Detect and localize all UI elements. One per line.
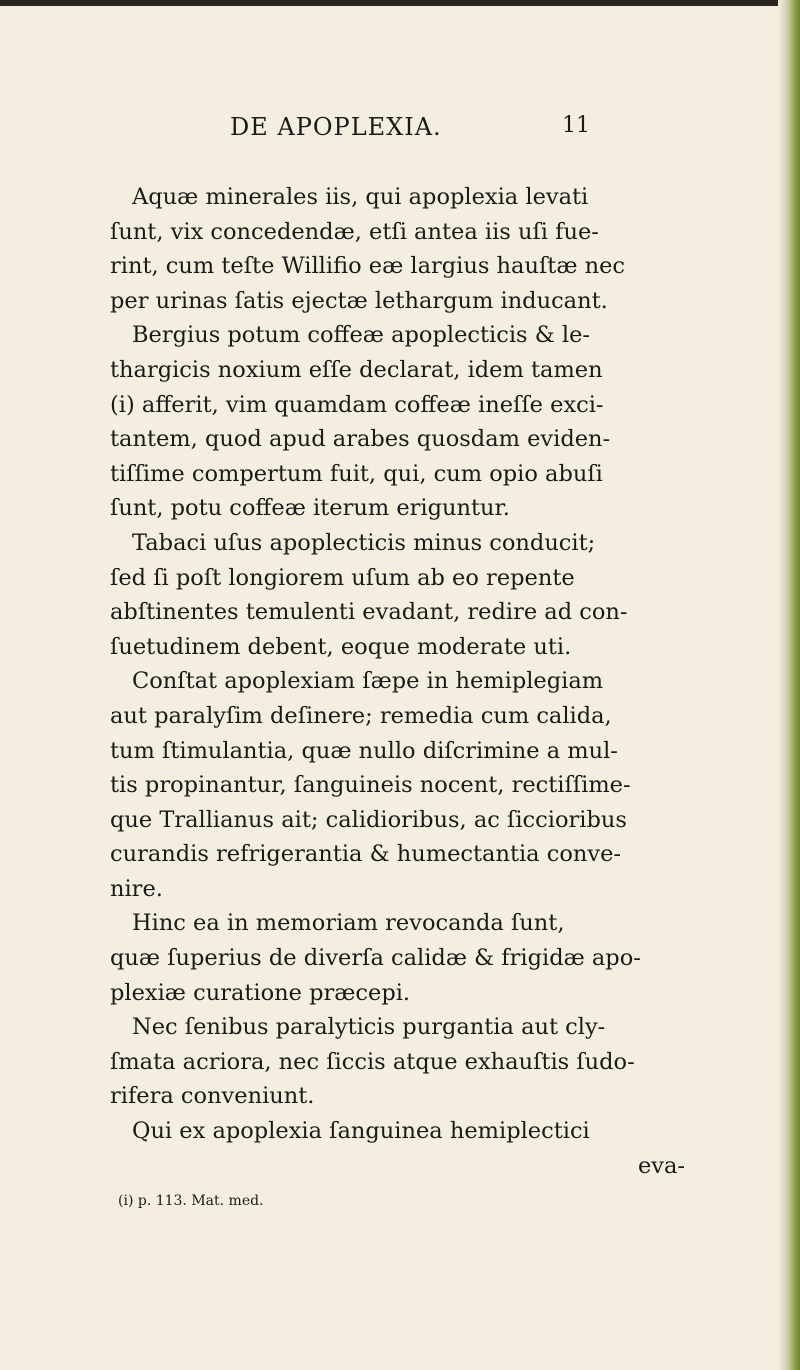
text-line: (i) afferit, vim quamdam coffeæ ineſſe exci- [110, 391, 604, 418]
text-line: Hinc ea in memoriam revocanda ſunt, [132, 910, 565, 937]
text-line: ſunt, vix concedendæ, etſi antea iis uſi fue- [110, 218, 599, 245]
page-right-edge [778, 0, 800, 1370]
text-line: rint, cum teſte Willifio eæ largius hauſtæ nec [110, 253, 626, 280]
text-line: Qui ex apoplexia ſanguinea hemiplectici [132, 1118, 590, 1145]
text-line: Nec ſenibus paralyticis purgantia aut cly- [132, 1014, 606, 1041]
text-line: thargicis noxium eſſe declarat, idem tamen [110, 356, 603, 383]
text-line: tum ſtimulantia, quæ nullo diſcrimine a mul- [110, 737, 618, 764]
text-line: quæ ſuperius de diverſa calidæ & frigidæ apo- [110, 945, 641, 972]
body-text [110, 180, 755, 1183]
text-line: tantem, quod apud arabes quosdam eviden- [110, 426, 611, 453]
text-line: ſuetudinem debent, eoque moderate uti. [110, 633, 572, 660]
text-line: curandis refrigerantia & humectantia conve- [110, 841, 622, 868]
text-line: per urinas ſatis ejectæ lethargum inducant. [110, 287, 608, 314]
text-line: Bergius potum coffeæ apoplecticis & le- [132, 322, 591, 349]
running-title: DE APOPLEXIA. [230, 113, 442, 141]
text-line: tiſſime compertum fuit, qui, cum opio abuſi [110, 460, 603, 487]
text-line: aut paralyſim deſinere; remedia cum calida, [110, 702, 612, 729]
text-line: ſunt, potu coffeæ iterum eriguntur. [110, 495, 510, 522]
text-line: tis propinantur, ſanguineis nocent, rectiſſime- [110, 772, 631, 799]
text-line: rifera conveniunt. [110, 1083, 315, 1110]
text-line: Aquæ minerales iis, qui apoplexia levati [132, 184, 589, 210]
text-line: que Trallianus ait; calidioribus, ac ſiccioribus [110, 806, 627, 833]
catchword: eva- [637, 1152, 685, 1179]
text-line: nire. [110, 875, 163, 902]
page-top-edge [0, 0, 800, 6]
text-line: abſtinentes temulenti evadant, redire ad con- [110, 599, 628, 626]
page-number: 11 [562, 113, 590, 138]
running-head [230, 113, 590, 149]
text-line: plexiæ curatione præcepi. [110, 979, 411, 1006]
text-line: ſmata acriora, nec ſiccis atque exhauſtis ſudo- [110, 1048, 635, 1075]
footnote: (i) p. 113. Mat. med. [118, 1193, 264, 1209]
text-line: Tabaci uſus apoplecticis minus conducit; [132, 529, 596, 556]
text-line: ſed ſi poſt longiorem uſum ab eo repente [110, 564, 575, 591]
text-line: Conſtat apoplexiam ſæpe in hemiplegiam [132, 668, 604, 695]
